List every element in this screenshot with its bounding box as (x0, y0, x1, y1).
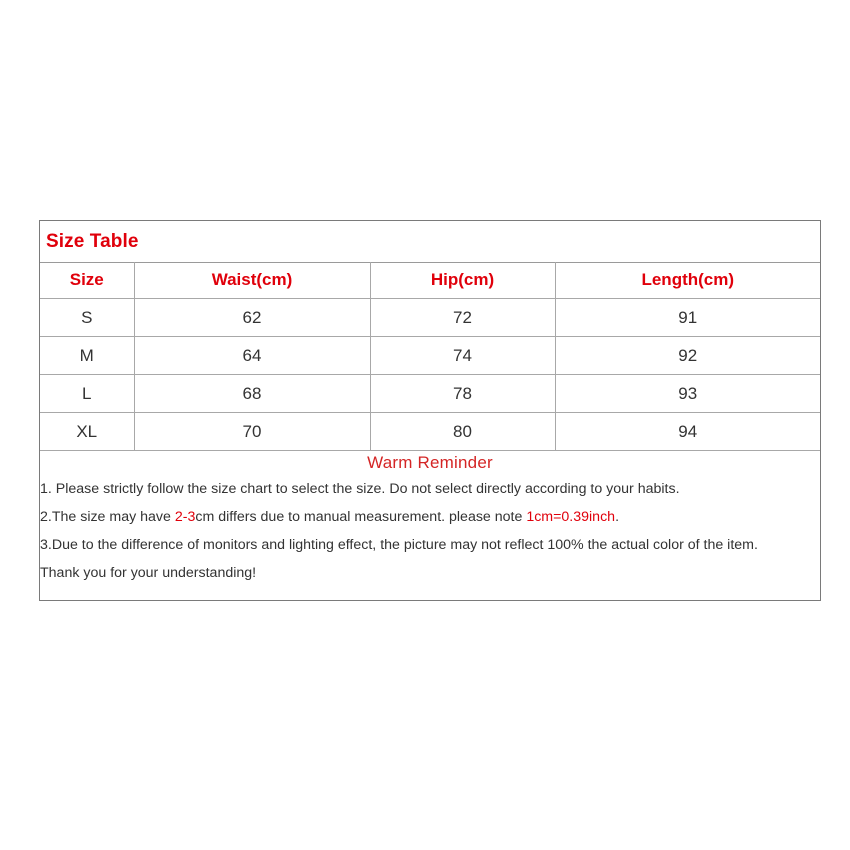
table-row (40, 299, 820, 337)
cell-size: M (40, 337, 134, 375)
table-row (40, 413, 820, 451)
cell-size: L (40, 375, 134, 413)
size-table (40, 262, 820, 451)
cell-size: S (40, 299, 134, 337)
note2-text-c: . (615, 509, 620, 525)
table-header-row (40, 262, 820, 299)
size-table-title: Size Table (46, 231, 139, 252)
cell-waist: 62 (134, 299, 370, 337)
cell-length: 91 (555, 299, 820, 337)
header-size: Size (40, 262, 134, 299)
header-waist: Waist(cm) (134, 262, 370, 299)
cell-length: 93 (555, 375, 820, 413)
reminder-note-3: 3.Due to the difference of monitors and lighting effect, the picture may not reflect 100% the actual color of the item. (40, 537, 758, 553)
header-hip: Hip(cm) (370, 262, 555, 299)
title-row (40, 221, 820, 263)
cell-hip: 78 (370, 375, 555, 413)
reminder-note-2 (40, 503, 820, 531)
cell-hip: 72 (370, 299, 555, 337)
cell-waist: 68 (134, 375, 370, 413)
cell-hip: 80 (370, 413, 555, 451)
cell-waist: 70 (134, 413, 370, 451)
cell-size: XL (40, 413, 134, 451)
reminder-note-4: Thank you for your understanding! (40, 565, 257, 581)
size-chart-frame (39, 220, 821, 601)
note2-text-b: cm differs due to manual measurement. please note (195, 509, 527, 525)
cell-length: 92 (555, 337, 820, 375)
note2-range-highlight: 2-3 (174, 509, 196, 525)
table-row (40, 375, 820, 413)
reminder-title: Warm Reminder (367, 453, 493, 472)
header-length: Length(cm) (555, 262, 820, 299)
cell-length: 94 (555, 413, 820, 451)
table-row (40, 337, 820, 375)
note2-conversion-highlight: 1cm=0.39inch (526, 509, 616, 525)
note2-text-a: 2.The size may have (40, 509, 175, 525)
cell-waist: 64 (134, 337, 370, 375)
cell-hip: 74 (370, 337, 555, 375)
warm-reminder-section (40, 451, 820, 587)
reminder-note-1: 1. Please strictly follow the size chart to select the size. Do not select directly according to your habits. (40, 481, 680, 497)
